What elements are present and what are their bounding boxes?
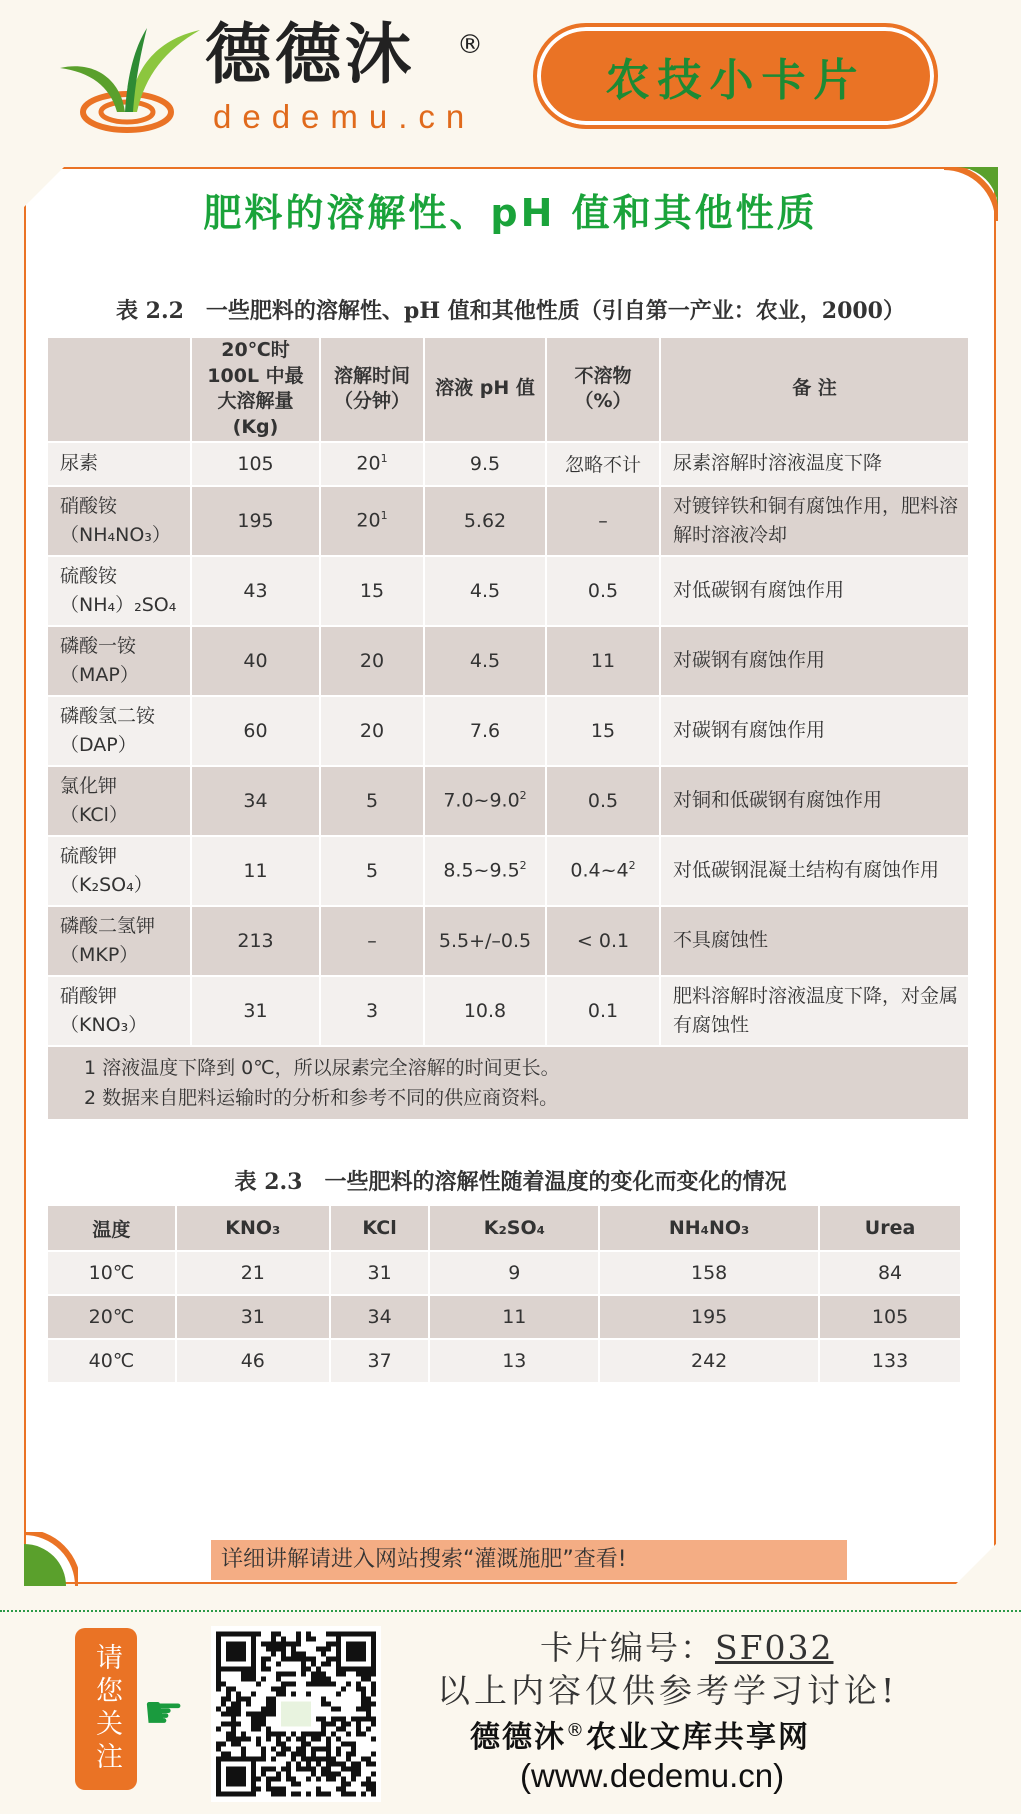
temperature-cell: 10℃ [47,1251,176,1295]
table-row [47,766,969,836]
ph-cell [424,442,546,486]
fertilizer-name: 磷酸一铵 [60,635,137,658]
insoluble-value: 0.4~4 [570,859,629,882]
solubility-cell: 37 [330,1339,430,1383]
fertilizer-properties-table [46,336,970,1121]
fertilizer-name: 磷酸二氢钾 [60,915,156,938]
dissolve-time-cell [320,626,424,696]
solubility-cell: 21 [176,1251,330,1295]
registered-mark: ® [457,30,483,60]
table-row [47,906,969,976]
footnote: 1 溶液温度下降到 0℃，所以尿素完全溶解的时间更长。 [84,1056,560,1079]
solubility-cell: 11 [191,836,320,906]
insoluble-value: 忽略不计 [564,454,641,477]
temperature-cell: 20℃ [47,1295,176,1339]
table-row [47,1339,961,1383]
fertilizer-formula: （NH₄）₂SO₄ [60,593,177,616]
insoluble-value: – [598,509,608,532]
insoluble-cell [546,626,660,696]
website-link[interactable]: (www.dedemu.cn) [520,1757,785,1794]
column-header: 溶解时间（分钟） [320,337,424,442]
fertilizer-name: 硝酸钾 [60,985,118,1008]
column-header: 备 注 [660,337,969,442]
remark-cell: 对铜和低碳钢有腐蚀作用 [660,766,969,836]
brand-url: dedemu.cn [213,98,476,135]
library-rest: 农业文库共享网 [586,1720,810,1755]
column-header: 温度 [47,1205,176,1251]
solubility-cell: 60 [191,696,320,766]
remark-cell: 对低碳钢有腐蚀作用 [660,556,969,626]
ph-value: 4.5 [469,649,501,672]
dissolve-time: 20 [359,649,385,672]
dissolve-time-cell [320,556,424,626]
ph-value: 4.5 [469,579,501,602]
fertilizer-name: 磷酸氢二铵 [60,705,156,728]
library-brand: 德德沐 [470,1720,566,1755]
fertilizer-name-cell [47,626,191,696]
ph-value: 5.5+/–0.5 [438,929,532,952]
dissolve-time: – [367,929,377,952]
solubility-cell: 13 [429,1339,599,1383]
table-2-2-caption: 表 2.2 一些肥料的溶解性、pH 值和其他性质（引自第一产业：农业，2000） [116,298,905,324]
ph-value: 10.8 [463,999,507,1022]
fertilizer-formula: （DAP） [60,733,137,756]
solubility-cell: 34 [191,766,320,836]
ph-value: 7.0~9.0 [443,789,520,812]
solubility-cell: 195 [599,1295,819,1339]
fertilizer-name-cell [47,906,191,976]
column-header: NH₄NO₃ [599,1205,819,1251]
footnote-ref: 2 [519,789,527,803]
ph-cell [424,766,546,836]
table-row [47,836,969,906]
fertilizer-name-cell [47,556,191,626]
dissolve-time: 15 [359,579,385,602]
column-header: K₂SO₄ [429,1205,599,1251]
disclaimer: 以上内容仅供参考学习讨论! [437,1671,899,1710]
insoluble-cell [546,906,660,976]
solubility-cell: 105 [191,442,320,486]
solubility-cell: 31 [191,976,320,1046]
insoluble-cell [546,556,660,626]
remark-cell: 肥料溶解时溶液温度下降，对金属有腐蚀性 [660,976,969,1046]
fertilizer-formula: （KCl） [60,803,128,826]
fertilizer-name-cell [47,486,191,556]
footnote-ref: 1 [380,509,388,523]
solubility-cell: 31 [176,1295,330,1339]
dissolve-time-cell [320,906,424,976]
dissolve-time-cell [320,766,424,836]
ph-value: 9.5 [469,452,501,475]
fertilizer-name: 硫酸铵 [60,565,118,588]
ph-value: 8.5~9.5 [443,859,520,882]
dissolve-time-cell [320,486,424,556]
fertilizer-formula: （MKP） [60,943,139,966]
remark-cell: 对碳钢有腐蚀作用 [660,626,969,696]
dissolve-time-cell [320,976,424,1046]
card-number-code: SF032 [715,1628,834,1667]
footnotes [47,1046,969,1121]
remark-cell: 对低碳钢混凝土结构有腐蚀作用 [660,836,969,906]
footer-divider [0,1610,1021,1612]
table-header-row [47,337,969,442]
solubility-cell: 195 [191,486,320,556]
column-header: KNO₃ [176,1205,330,1251]
card-number [540,1622,834,1669]
fertilizer-formula: （NH₄NO₃） [60,523,171,546]
card-title: 肥料的溶解性、pH 值和其他性质 [203,191,818,235]
dissolve-time: 20 [356,452,381,475]
follow-label: 请您关注 [75,1628,137,1790]
table-row [47,1251,961,1295]
fertilizer-formula: （KNO₃） [60,1013,148,1036]
dissolve-time: 20 [359,719,385,742]
solubility-cell: 40 [191,626,320,696]
ph-cell [424,486,546,556]
dissolve-time: 5 [365,859,379,882]
solubility-cell: 43 [191,556,320,626]
column-header: 20℃时 100L 中最大溶解量(Kg) [191,337,320,442]
solubility-cell: 213 [191,906,320,976]
insoluble-cell [546,486,660,556]
insoluble-value: < 0.1 [576,929,630,952]
column-header: Urea [819,1205,961,1251]
remark-cell: 对碳钢有腐蚀作用 [660,696,969,766]
insoluble-cell [546,836,660,906]
table-header-row [47,1205,961,1251]
corner-decoration-icon [24,1532,78,1586]
solubility-cell: 105 [819,1295,961,1339]
dissolve-time-cell [320,696,424,766]
solubility-temperature-table [46,1204,962,1384]
solubility-cell: 9 [429,1251,599,1295]
insoluble-value: 0.5 [587,579,619,602]
column-header: 溶液 pH 值 [424,337,546,442]
solubility-cell: 31 [330,1251,430,1295]
table-2-3-caption: 表 2.3 一些肥料的溶解性随着温度的变化而变化的情况 [234,1169,787,1195]
fertilizer-name: 氯化钾 [60,775,118,798]
table-row [47,556,969,626]
dissolve-time: 3 [365,999,379,1022]
solubility-cell: 84 [819,1251,961,1295]
card-number-label: 卡片编号： [540,1628,715,1667]
remark-cell: 尿素溶解时溶液温度下降 [660,442,969,486]
fertilizer-name-cell [47,976,191,1046]
remark-cell: 不具腐蚀性 [660,906,969,976]
ph-value: 7.6 [469,719,501,742]
fertilizer-name-cell [47,442,191,486]
insoluble-cell [546,766,660,836]
qr-code[interactable] [211,1626,381,1802]
dissolve-time-cell [320,442,424,486]
brand-logo [55,20,205,140]
solubility-cell: 34 [330,1295,430,1339]
table-row [47,976,969,1046]
dissolve-time: 20 [356,509,381,532]
footnote-ref: 2 [519,859,527,873]
temperature-cell: 40℃ [47,1339,176,1383]
insoluble-cell [546,696,660,766]
brand-name: 德德沐 [205,16,415,93]
header-badge-label: 农技小卡片 [605,55,866,106]
insoluble-value: 0.1 [587,999,619,1022]
solubility-cell: 158 [599,1251,819,1295]
ph-value: 5.62 [463,509,507,532]
solubility-cell: 11 [429,1295,599,1339]
insoluble-value: 11 [590,649,616,672]
ph-cell [424,836,546,906]
ph-cell [424,696,546,766]
fertilizer-name: 硝酸铵 [60,495,118,518]
solubility-cell: 242 [599,1339,819,1383]
search-tip-banner: 详细讲解请进入网站搜索“灌溉施肥”查看! [211,1540,847,1580]
insoluble-cell [546,976,660,1046]
table-row [47,442,969,486]
fertilizer-name: 尿素 [60,452,99,475]
ph-cell [424,906,546,976]
ph-cell [424,626,546,696]
footnote: 2 数据来自肥料运输时的分析和参考不同的供应商资料。 [84,1086,559,1109]
fertilizer-formula: （K₂SO₄） [60,873,153,896]
library-reg: ® [566,1720,586,1741]
dissolve-time: 5 [365,789,379,812]
library-name [470,1712,810,1756]
remark-cell: 对镀锌铁和铜有腐蚀作用，肥料溶解时溶液冷却 [660,486,969,556]
ph-cell [424,556,546,626]
table-row [47,1295,961,1339]
header-badge [533,23,938,129]
footnote-row [47,1046,969,1121]
table-row [47,626,969,696]
footnote-ref: 1 [380,452,388,466]
table-row [47,486,969,556]
fertilizer-name-cell [47,836,191,906]
table-row [47,696,969,766]
fertilizer-name-cell [47,696,191,766]
solubility-cell: 133 [819,1339,961,1383]
solubility-cell: 46 [176,1339,330,1383]
column-header: KCl [330,1205,430,1251]
fertilizer-formula: （MAP） [60,663,139,686]
column-header [47,337,191,442]
insoluble-value: 15 [590,719,616,742]
ph-cell [424,976,546,1046]
footnote-ref: 2 [628,859,636,873]
insoluble-value: 0.5 [587,789,619,812]
column-header: 不溶物（%） [546,337,660,442]
dissolve-time-cell [320,836,424,906]
fertilizer-name-cell [47,766,191,836]
fertilizer-name: 硫酸钾 [60,845,118,868]
insoluble-cell [546,442,660,486]
pointing-hand-icon: ☛ [143,1685,185,1739]
